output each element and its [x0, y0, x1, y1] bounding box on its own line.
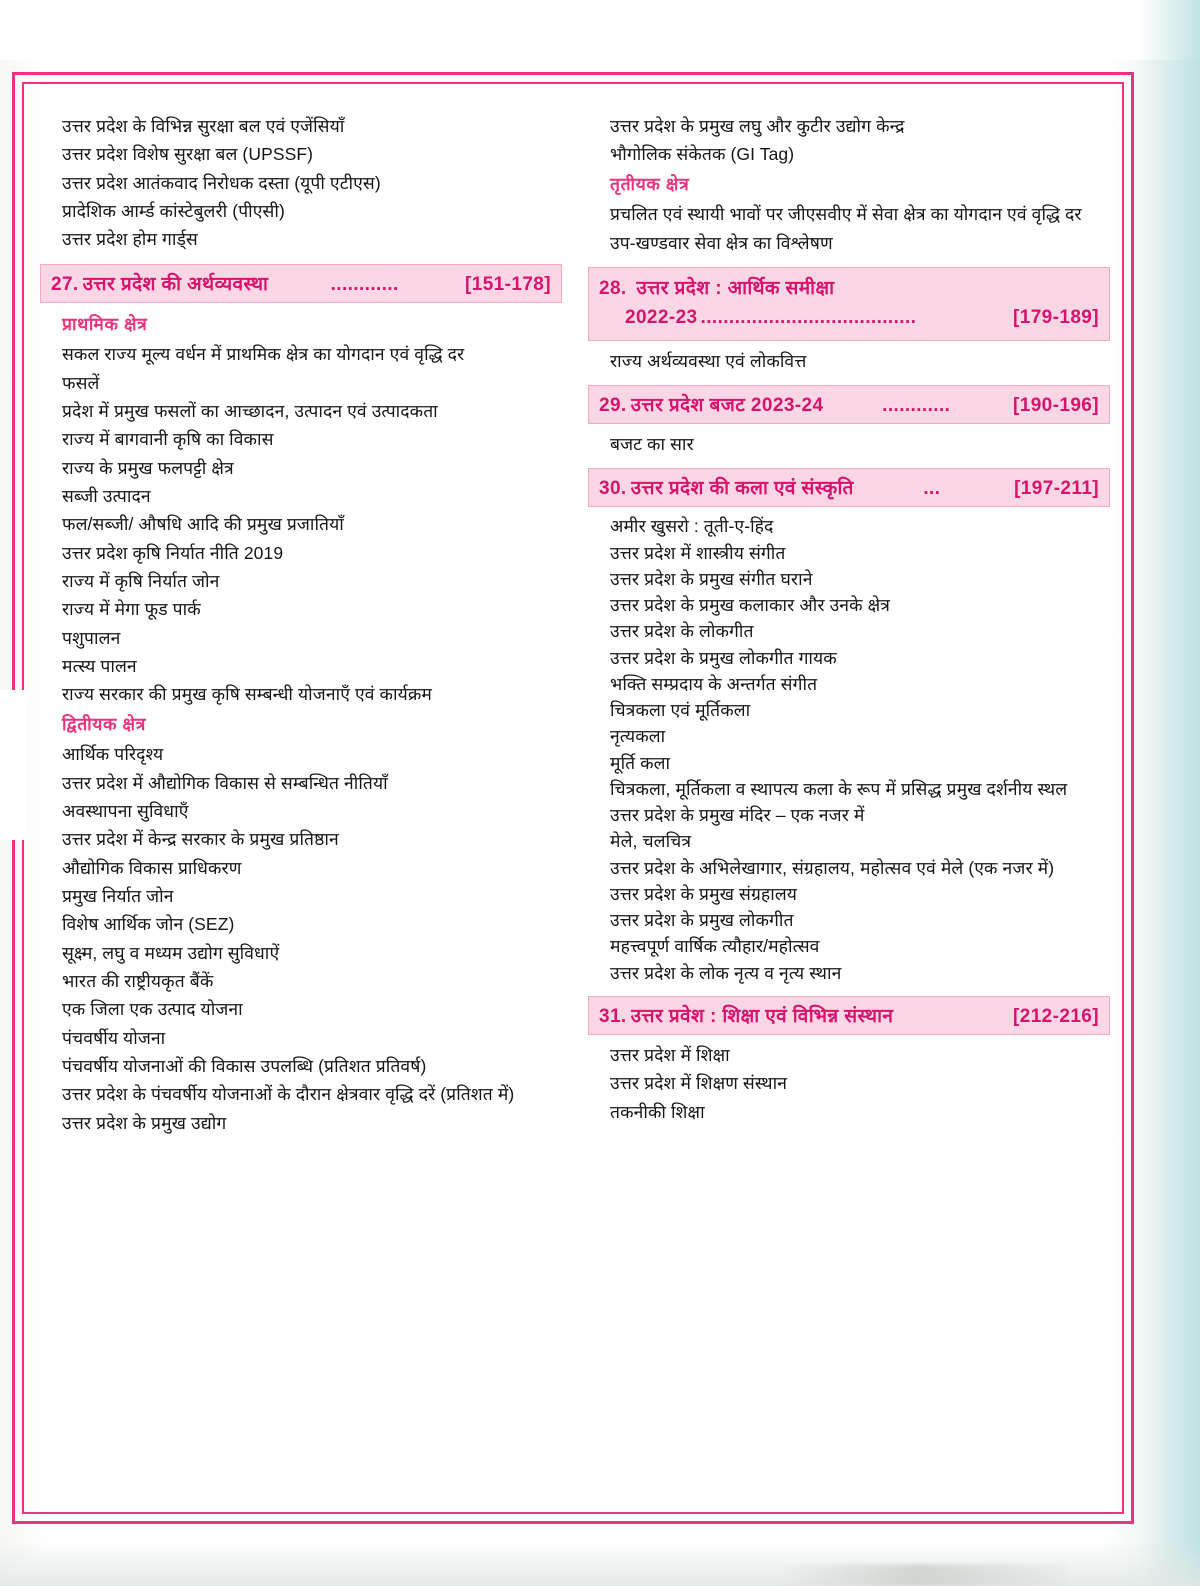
list-item: प्रदेश में प्रमुख फसलों का आच्छादन, उत्पादन एवं उत्पादकता [62, 400, 438, 421]
list-item: अमीर खुसरो : तूती-ए-हिंद [610, 516, 774, 537]
list-item: उत्तर प्रदेश में शिक्षा [610, 1044, 730, 1065]
list-item: उत्तर प्रदेश के लोक नृत्य व नृत्य स्थान [610, 962, 842, 983]
list-item: उत्तर प्रदेश के प्रमुख मंदिर – एक नजर में [610, 805, 865, 826]
contents-body [40, 112, 1110, 1492]
list-item: सब्जी उत्पादन [62, 485, 151, 506]
list-item: नृत्यकला [610, 726, 666, 747]
list-item: बजट का सार [610, 434, 694, 455]
list-item: फल/सब्जी/ औषधि आदि की प्रमुख प्रजातियाँ [62, 514, 344, 535]
leader-dots: ...................................... [700, 307, 917, 329]
list-item: भारत की राष्ट्रीयकृत बैंकें [62, 970, 214, 991]
list-item: आर्थिक परिदृश्य [62, 744, 164, 765]
section-heading-tertiary: तृतीयक क्षेत्र [610, 173, 690, 194]
chapter-entry-28[interactable] [588, 267, 1110, 341]
list-item: उत्तर प्रदेश के विभिन्न सुरक्षा बल एवं एजेंसियाँ [62, 116, 345, 136]
list-item: मूर्ति कला [610, 752, 671, 773]
chapter-number: 30. [599, 478, 627, 500]
chapter-pages: [179-189] [1013, 307, 1099, 329]
list-item: उत्तर प्रदेश होम गार्ड्स [62, 229, 198, 250]
list-item: राज्य के प्रमुख फलपट्टी क्षेत्र [62, 457, 234, 478]
scan-edge-right [1140, 0, 1200, 1586]
chapter-pages: [197-211] [1014, 478, 1100, 500]
list-item: चित्रकला एवं मूर्तिकला [610, 700, 751, 721]
list-item: उत्तर प्रदेश के प्रमुख लोकगीत [610, 910, 794, 931]
leader-dots: ... [923, 478, 941, 500]
list-item: उत्तर प्रदेश के प्रमुख संग्रहालय [610, 883, 798, 904]
list-item: विशेष आर्थिक जोन (SEZ) [62, 914, 235, 935]
scan-speckle [770, 1564, 1070, 1586]
section-heading-secondary: द्वितीयक क्षेत्र [62, 713, 146, 734]
list-item: उत्तर प्रदेश के प्रमुख संगीत घराने [610, 568, 813, 589]
list-item: औद्योगिक विकास प्राधिकरण [62, 857, 242, 878]
leader-dots: ............ [330, 273, 399, 295]
chapter-title: उत्तर प्रदेश की कला एवं संस्कृति [630, 478, 854, 500]
chapter-number: 31. [599, 1005, 627, 1027]
contents-right-column [588, 112, 1110, 1492]
list-item: उप-खण्डवार सेवा क्षेत्र का विश्लेषण [610, 232, 833, 253]
list-item: उत्तर प्रदेश के प्रमुख उद्योग [62, 1112, 227, 1133]
chapter-pages: [151-178] [465, 273, 551, 295]
list-item: तकनीकी शिक्षा [610, 1101, 705, 1122]
section-heading-primary: प्राथमिक क्षेत्र [62, 313, 148, 334]
list-item: अवस्थापना सुविधाएँ [62, 800, 189, 821]
list-item: महत्त्वपूर्ण वार्षिक त्यौहार/महोत्सव [610, 936, 820, 957]
list-item: भक्ति सम्प्रदाय के अन्तर्गत संगीत [610, 673, 818, 694]
list-item: उत्तर प्रदेश विशेष सुरक्षा बल (UPSSF) [62, 144, 314, 165]
list-item: उत्तर प्रदेश के प्रमुख लोकगीत गायक [610, 647, 837, 668]
list-item: एक जिला एक उत्पाद योजना [62, 999, 243, 1020]
list-item: मेले, चलचित्र [610, 831, 692, 852]
chapter-number: 27. [51, 273, 79, 295]
list-item: भौगोलिक संकेतक (GI Tag) [610, 144, 795, 165]
list-item: उत्तर प्रदेश में औद्योगिक विकास से सम्बन्धित नीतियाँ [62, 772, 388, 793]
chapter-pages: [190-196] [1013, 395, 1099, 417]
list-item: सकल राज्य मूल्य वर्धन में प्राथमिक क्षेत्र का योगदान एवं वृद्धि दर [62, 344, 465, 365]
list-item: राज्य में कृषि निर्यात जोन [62, 570, 220, 591]
chapter-title: उत्तर प्रवेश : शिक्षा एवं विभिन्न संस्थान [630, 1005, 894, 1027]
chapter-number: 28. [599, 277, 627, 299]
list-item: मत्स्य पालन [62, 656, 137, 676]
list-item: उत्तर प्रदेश के प्रमुख कलाकार और उनके क्षेत्र [610, 595, 890, 616]
list-item: उत्तर प्रदेश आतंकवाद निरोधक दस्ता (यूपी एटीएस) [62, 172, 381, 193]
list-item: राज्य में बागवानी कृषि का विकास [62, 429, 274, 450]
list-item: उत्तर प्रदेश के पंचवर्षीय योजनाओं के दौरान क्षेत्रवार वृद्धि दरें (प्रतिशत में) [62, 1084, 515, 1105]
list-item: प्रादेशिक आर्म्ड कांस्टेबुलरी (पीएसी) [62, 201, 285, 222]
list-item: पंचवर्षीय योजना [62, 1027, 166, 1048]
leader-dots: ............ [882, 395, 951, 417]
list-item: उत्तर प्रदेश के लोकगीत [610, 621, 754, 642]
list-item: उत्तर प्रदेश कृषि निर्यात नीति 2019 [62, 542, 284, 563]
list-item: उत्तर प्रदेश के प्रमुख लघु और कुटीर उद्योग केन्द्र [610, 116, 905, 136]
list-item: प्रमुख निर्यात जोन [62, 885, 174, 906]
list-item: पंचवर्षीय योजनाओं की विकास उपलब्धि (प्रतिशत प्रतिवर्ष) [62, 1055, 427, 1076]
chapter-entry-30[interactable] [588, 468, 1110, 507]
scan-left-notch [0, 690, 26, 840]
chapter-pages: [212-216] [1013, 1005, 1099, 1027]
chapter-entry-29[interactable] [588, 385, 1110, 424]
chapter-number: 29. [599, 395, 627, 417]
chapter-title: उत्तर प्रदेश की अर्थव्यवस्था [82, 273, 269, 295]
chapter-title: उत्तर प्रदेश : आर्थिक समीक्षा [636, 277, 835, 299]
list-item: राज्य में मेगा फूड पार्क [62, 599, 201, 620]
scan-edge-top [0, 0, 1200, 60]
chapter-title: उत्तर प्रदेश बजट 2023-24 [630, 395, 824, 417]
chapter-year: 2022-23 [625, 307, 698, 329]
list-item: प्रचलित एवं स्थायी भावों पर जीएसवीए में सेवा क्षेत्र का योगदान एवं वृद्धि दर [610, 204, 1082, 225]
list-item: राज्य अर्थव्यवस्था एवं लोकवित्त [610, 350, 807, 371]
list-item: उत्तर प्रदेश में शिक्षण संस्थान [610, 1073, 788, 1094]
list-item: उत्तर प्रदेश के अभिलेखागार, संग्रहालय, महोत्सव एवं मेले (एक नजर में) [610, 857, 1055, 878]
chapter-entry-31[interactable] [588, 996, 1110, 1035]
contents-left-column [40, 112, 562, 1492]
list-item: उत्तर प्रदेश में केन्द्र सरकार के प्रमुख प्रतिष्ठान [62, 829, 339, 850]
list-item: चित्रकला, मूर्तिकला व स्थापत्य कला के रूप में प्रसिद्ध प्रमुख दर्शनीय स्थल [610, 778, 1068, 799]
list-item: पशुपालन [62, 627, 121, 648]
chapter-entry-27[interactable] [40, 264, 562, 303]
list-item: उत्तर प्रदेश में शास्त्रीय संगीत [610, 542, 786, 563]
list-item: फसलें [62, 372, 100, 393]
list-item: राज्य सरकार की प्रमुख कृषि सम्बन्धी योजनाएँ एवं कार्यक्रम [62, 684, 432, 705]
list-item: सूक्ष्म, लघु व मध्यम उद्योग सुविधाऐं [62, 942, 280, 963]
